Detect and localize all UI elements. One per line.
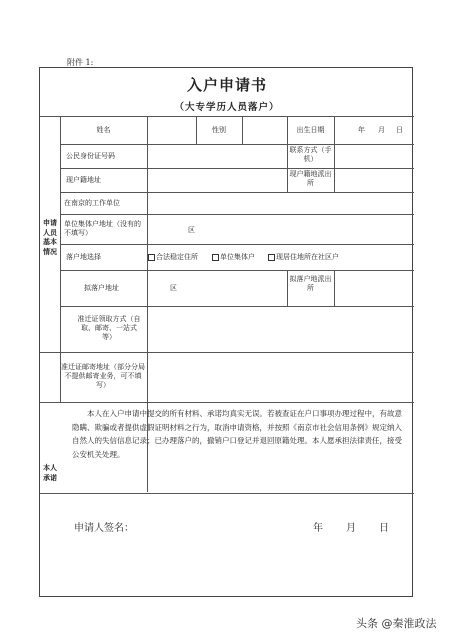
id-number-label: 公民身份证号码	[66, 152, 115, 160]
pledge-text: 本人在入户申请中提交的所有材料、承诺均真实无误。若被查证在户口事项办理过程中，有故意隐瞒、欺骗或者提供虚假证明材料之行为，取消申请资格，并按照《南京市社会信用条例》规定纳入自然人的失信信息记录；已办理落户的，撤销户口登记并退回原籍处理。本人愿承担法律责任，接受公安机关处理。	[72, 409, 402, 459]
divider	[60, 144, 414, 145]
birth-date-label: 出生日期	[296, 126, 325, 134]
name-label: 姓名	[96, 126, 111, 134]
option-community-household[interactable]	[268, 253, 339, 262]
divider	[242, 116, 243, 144]
divider	[60, 168, 414, 169]
household-address-label: 现户籍地址	[66, 176, 101, 184]
option-community-household-label: 现居住地所在社区户	[276, 253, 339, 261]
option-unit-collective-label: 单位集体户	[220, 253, 255, 261]
birth-month-label: 月	[378, 126, 385, 134]
divider	[40, 352, 414, 353]
checkbox-icon	[148, 254, 155, 261]
checkbox-icon	[212, 254, 219, 261]
form-subtitle: （大专学历人员落户）	[174, 102, 280, 113]
proposed-police-label: 拟落户地派出所	[289, 275, 332, 292]
unit-collective-address-label: 单位集体户地址（没有的不填写）	[64, 220, 141, 237]
divider	[40, 493, 414, 494]
divider	[60, 214, 414, 215]
gender-label: 性别	[212, 126, 226, 134]
section-applicant-info: 申请人员基本情况	[43, 218, 57, 256]
proposed-district-label: 区	[170, 284, 177, 292]
district-label: 区	[188, 226, 195, 234]
watermark: 头条 @秦淮政法	[356, 617, 437, 630]
application-form	[39, 67, 413, 597]
proposed-address-label: 拟落户地址	[84, 284, 119, 292]
divider	[40, 116, 414, 117]
signature-day-label: 日	[379, 523, 389, 534]
divider	[60, 306, 414, 307]
divider	[60, 192, 414, 193]
divider	[334, 116, 335, 192]
divider	[60, 116, 61, 402]
option-unit-collective[interactable]	[212, 253, 255, 262]
option-stable-residence-label: 合法稳定住所	[156, 253, 198, 261]
settle-choice-label: 落户地选择	[66, 253, 101, 261]
signature-label: 申请人签名：	[74, 523, 134, 534]
checkbox-icon	[268, 254, 275, 261]
section-pledge: 本人承诺	[43, 463, 57, 482]
divider	[287, 270, 288, 306]
divider	[60, 244, 414, 245]
migration-method-label: 准迁证领取方式（自取、邮寄、一站式等）	[77, 315, 141, 341]
form-title: 入户申请书	[186, 76, 267, 94]
divider	[60, 270, 414, 271]
signature-year-label: 年	[313, 523, 323, 534]
household-police-label: 现户籍地派出所	[289, 170, 332, 187]
divider	[40, 402, 414, 403]
birth-day-label: 日	[396, 126, 403, 134]
birth-year-label: 年	[358, 126, 365, 134]
signature-month-label: 月	[346, 523, 356, 534]
attachment-label: 附件 1:	[67, 58, 94, 67]
contact-label: 联系方式（手机）	[289, 146, 332, 163]
divider	[334, 270, 335, 306]
mailing-address-label: 准迁证邮寄地址（部分分局不提供邮寄业务，可不填写）	[61, 363, 145, 389]
work-unit-label: 在南京的工作单位	[64, 199, 120, 207]
option-stable-residence[interactable]	[148, 253, 198, 262]
